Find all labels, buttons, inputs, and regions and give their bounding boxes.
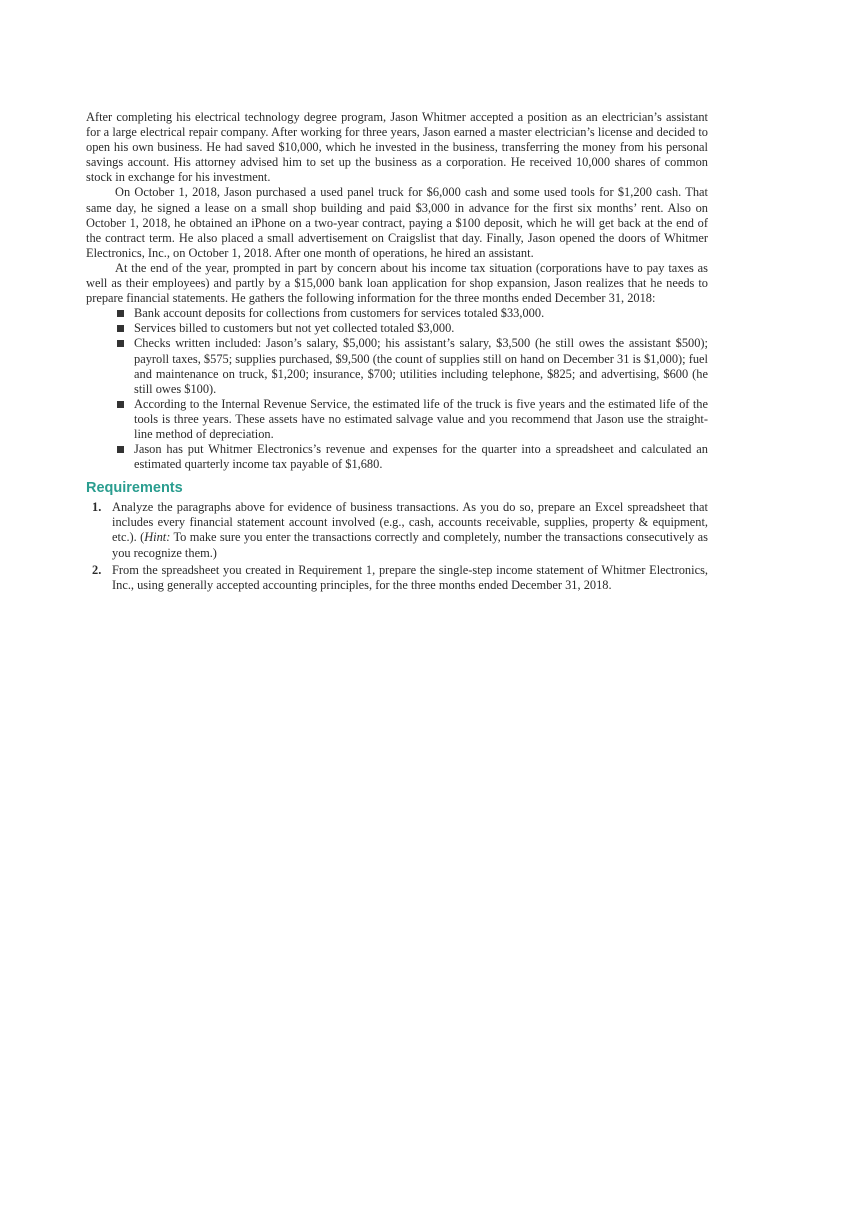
requirement-text: Analyze the paragraphs above for evidence of business transactions. As you do so, prepare an Excel spreadsheet that includes every financial statement account involved (e.g., cash, accounts receivable, supplies, property & equipment, etc.). ( (112, 500, 708, 545)
purchases-paragraph: On October 1, 2018, Jason purchased a used panel truck for $6,000 cash and some used tools for $1,200 cash. That same day, he signed a lease on a small shop building and paid $3,000 in advance for the first six months’ rent. Also on October 1, 2018, he obtained an iPhone on a two-year contract, paying a $100 deposit, which he will get back at the end of the contract term. He also placed a small advertisement on Craigslist that day. Finally, Jason opened the doors of Whitmer Electronics, Inc., on October 1, 2018. After one month of operations, he hired an assistant. (86, 185, 708, 260)
bullet-item-depreciation: According to the Internal Revenue Service, the estimated life of the truck is five years and the estimated life of the tools is three years. These assets have no estimated salvage value and you recommend that Jason use the straight-line method of depreciation. (116, 397, 708, 442)
requirement-text: From the spreadsheet you created in Requirement 1, prepare the single-step income statement of Whitmer Electronics, Inc., using generally accepted accounting principles, for the three months ended December 31, 2018. (112, 562, 708, 592)
year-end-paragraph: At the end of the year, prompted in part by concern about his income tax situation (corporations have to pay taxes as well as their employees) and partly by a $15,000 bank loan application for shop expansion, Jason realizes that he needs to prepare financial statements. He gathers the following information for the three months ended December 31, 2018: (86, 260, 708, 306)
requirement-number: 1. (92, 500, 102, 515)
requirement-text-continued: To make sure you enter the transactions correctly and completely, number the transactions consecutively as you recognize them.) (112, 530, 708, 560)
requirements-list (86, 500, 708, 593)
bullet-item-billed-services: Services billed to customers but not yet collected totaled $3,000. (116, 321, 708, 336)
bullet-item-checks-written: Checks written included: Jason’s salary, $5,000; his assistant’s salary, $3,500 (he still owes the assistant $500); payroll taxes, $575; supplies purchased, $9,500 (the count of supplies still on hand on December 31 is $1,000); fuel and maintenance on truck, $1,200; insurance, $700; utilities including telephone, $825; and advertising, $600 (he still owes $100). (116, 336, 708, 396)
document-body (86, 110, 708, 595)
requirement-item-1 (92, 500, 708, 560)
bullet-item-deposits: Bank account deposits for collections from customers for services totaled $33,000. (116, 306, 708, 321)
intro-paragraph: After completing his electrical technology degree program, Jason Whitmer accepted a position as an electrician’s assistant for a large electrical repair company. After working for three years, Jason earned a master electrician’s license and decided to open his own business. He had saved $10,000, which he invested in the business, transferring the money from his personal savings account. His attorney advised him to set up the business as a corporation. He received 10,000 shares of common stock in exchange for his investment. (86, 110, 708, 185)
requirement-number: 2. (92, 562, 102, 577)
requirement-item-2 (92, 563, 708, 593)
information-bullet-list (86, 306, 708, 472)
requirements-heading: Requirements (86, 480, 183, 497)
hint-label: Hint: (144, 530, 171, 545)
bullet-item-income-tax: Jason has put Whitmer Electronics’s revenue and expenses for the quarter into a spreadsheet and calculated an estimated quarterly income tax payable of $1,680. (116, 442, 708, 472)
